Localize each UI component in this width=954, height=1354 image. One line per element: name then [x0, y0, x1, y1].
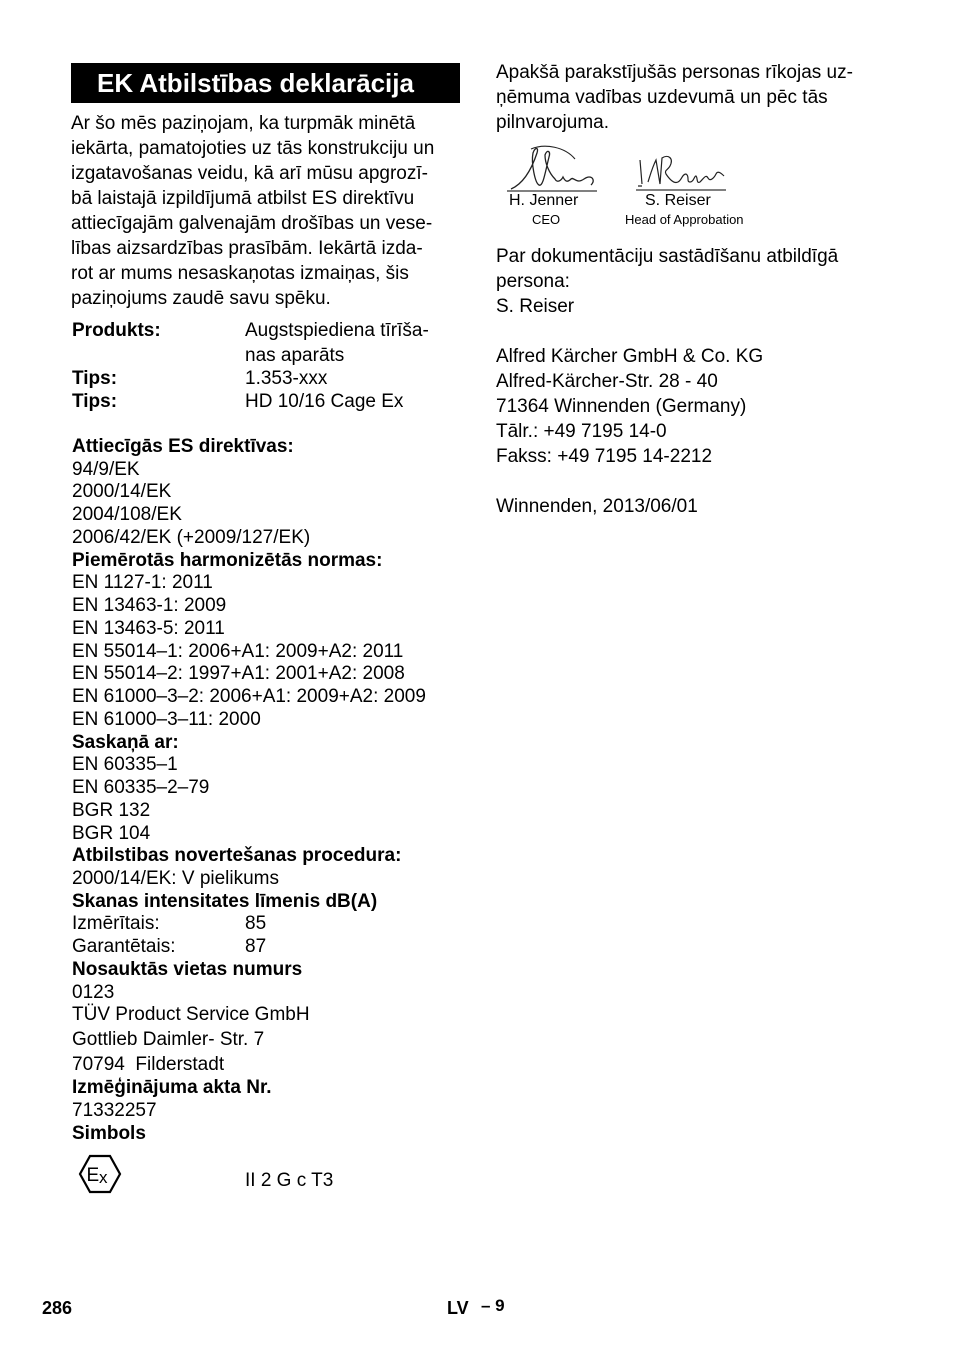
atex-ex-hexagon-icon	[78, 1154, 122, 1200]
accordance-item: BGR 104	[72, 823, 151, 844]
signature-jenner	[505, 143, 605, 199]
signature-role-reiser: Head of Approbation	[625, 212, 744, 227]
notified-body-city: 70794 Filderstadt	[72, 1054, 225, 1075]
type1-value: 1.353-xxx	[245, 368, 328, 389]
signature-role-jenner: CEO	[532, 212, 561, 227]
standard-item: EN 61000–3–11: 2000	[72, 709, 261, 730]
intro-line: lības aizsardzības prasībām. Iekārtā izda-	[71, 238, 423, 259]
product-label: Produkts:	[72, 320, 161, 341]
company-address	[496, 344, 763, 469]
procedure-heading: Atbilstibas novertešanas procedura:	[72, 845, 402, 866]
notified-body-number: 0123	[72, 982, 115, 1003]
right-intro-paragraph	[496, 60, 853, 135]
standard-item: EN 13463-1: 2009	[72, 595, 227, 616]
symbol-marking: II 2 G c T3	[245, 1170, 334, 1191]
page-number: 286	[42, 1298, 73, 1318]
test-report-heading: Izmēģinājuma akta Nr.	[72, 1077, 272, 1098]
sound-heading: Skanas intensitates līmenis dB(A)	[72, 891, 378, 912]
intro-line: bā laistajā izpildījumā atbilst ES direktīvu	[71, 188, 415, 209]
place-date: Winnenden, 2013/06/01	[496, 496, 698, 517]
accordance-item: EN 60335–1	[72, 754, 178, 775]
accordance-heading: Saskaņā ar:	[72, 732, 179, 753]
sound-guaranteed-value: 87	[245, 936, 267, 957]
sound-measured-value: 85	[245, 913, 267, 934]
page-title: EK Atbilstības deklarācija	[71, 63, 460, 103]
notified-body-street: Gottlieb Daimler- Str. 7	[72, 1029, 265, 1050]
product-value-line1: Augstspiediena tīrīša-	[245, 320, 429, 341]
standard-item: EN 13463-5: 2011	[72, 618, 225, 639]
intro-line: paziņojums zaudē savu spēku.	[71, 288, 331, 309]
standard-item: EN 1127-1: 2011	[72, 572, 213, 593]
signature-name-jenner: H. Jenner	[509, 192, 579, 209]
test-report-value: 71332257	[72, 1100, 157, 1121]
directive-item: 2006/42/EK (+2009/127/EK)	[72, 527, 311, 548]
right-intro-line: Apakšā parakstījušās personas rīkojas uz-	[496, 62, 853, 83]
svg-text:x: x	[99, 1168, 108, 1187]
intro-line: Ar šo mēs paziņojam, ka turpmāk minētā	[71, 113, 416, 134]
right-intro-line: ņēmuma vadības uzdevumā un pēc tās	[496, 87, 828, 108]
symbol-heading: Simbols	[72, 1123, 146, 1144]
sound-guaranteed-label: Garantētais:	[72, 936, 176, 957]
type1-label: Tips:	[72, 368, 118, 389]
type2-label: Tips:	[72, 391, 118, 412]
company-phone: Tālr.: +49 7195 14-0	[496, 421, 667, 442]
standards-heading: Piemērotās harmonizētās normas:	[72, 550, 383, 571]
intro-line: rot ar mums nesaskaņotas izmaiņas, šis	[71, 263, 409, 284]
documentation-block	[496, 244, 838, 319]
documentation-line: persona:	[496, 271, 570, 292]
documentation-person: S. Reiser	[496, 296, 575, 317]
company-fax: Fakss: +49 7195 14-2212	[496, 446, 713, 467]
product-value-line2: nas aparāts	[245, 345, 345, 366]
notified-body-heading: Nosauktās vietas numurs	[72, 959, 303, 980]
signature-name-reiser: S. Reiser	[645, 192, 711, 209]
directives-heading: Attiecīgās ES direktīvas:	[72, 436, 294, 457]
directive-item: 2004/108/EK	[72, 504, 182, 525]
right-intro-line: pilnvarojuma.	[496, 112, 609, 133]
notified-body-name: TÜV Product Service GmbH	[72, 1004, 310, 1025]
standard-item: EN 55014–2: 1997+A1: 2001+A2: 2008	[72, 663, 405, 684]
directive-item: 2000/14/EK	[72, 481, 172, 502]
standard-item: EN 61000–3–2: 2006+A1: 2009+A2: 2009	[72, 686, 426, 707]
company-city: 71364 Winnenden (Germany)	[496, 396, 747, 417]
accordance-item: EN 60335–2–79	[72, 777, 210, 798]
footer-language: LV	[447, 1298, 469, 1318]
footer-page: – 9	[481, 1296, 505, 1315]
procedure-value: 2000/14/EK: V pielikums	[72, 868, 280, 889]
type2-value: HD 10/16 Cage Ex	[245, 391, 404, 412]
intro-line: izgatavošanas veidu, kā arī mūsu apgrozī-	[71, 163, 428, 184]
intro-line: iekārta, pamatojoties uz tās konstrukciju un	[71, 138, 435, 159]
intro-paragraph	[71, 111, 466, 311]
svg-text:E: E	[86, 1165, 100, 1186]
sound-measured-label: Izmērītais:	[72, 913, 160, 934]
documentation-line: Par dokumentāciju sastādīšanu atbildīgā	[496, 246, 839, 267]
company-street: Alfred-Kärcher-Str. 28 - 40	[496, 371, 718, 392]
accordance-item: BGR 132	[72, 800, 151, 821]
directive-item: 94/9/EK	[72, 459, 140, 480]
company-name: Alfred Kärcher GmbH & Co. KG	[496, 346, 764, 367]
standard-item: EN 55014–1: 2006+A1: 2009+A2: 2011	[72, 641, 404, 662]
intro-line: attiecīgajām galvenajām drošības un vese-	[71, 213, 433, 234]
